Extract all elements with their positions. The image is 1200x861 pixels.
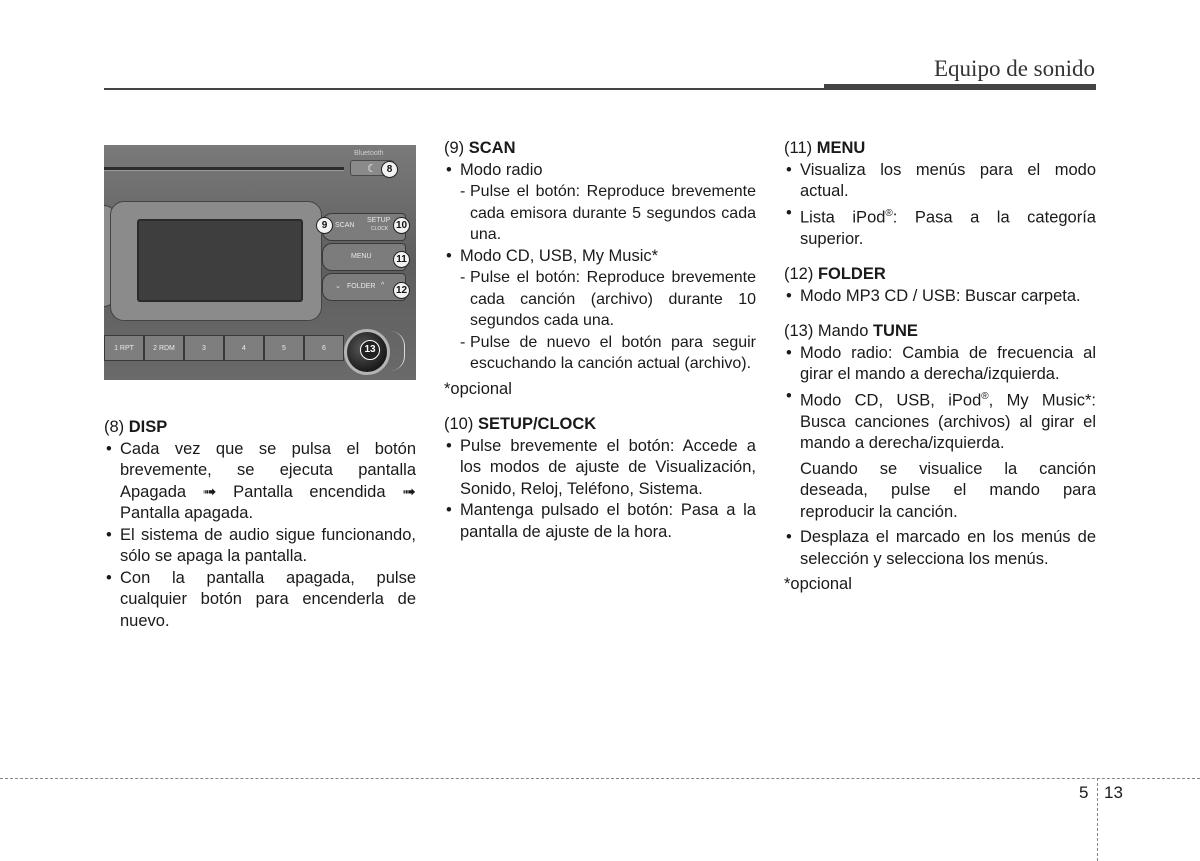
chevron-down-icon: ⌄ — [335, 283, 341, 290]
sub-list — [444, 181, 756, 246]
radio-panel-figure — [104, 145, 416, 380]
column-menu-folder-tune — [784, 138, 1096, 596]
menu-list — [784, 160, 1096, 251]
chevron-up-icon: ^ — [381, 282, 385, 289]
sub-list — [444, 267, 756, 375]
heading-number: (9) — [444, 139, 469, 157]
sub-item: - Pulse el botón: Reproduce brevemente cada emisora durante 5 segundos cada una. — [460, 181, 756, 246]
list-item: • Modo MP3 CD / USB: Buscar carpeta. — [784, 286, 1096, 308]
callout-12: 12 — [393, 282, 410, 299]
clock-label: CLOCK — [371, 226, 389, 232]
heading-number: (8) — [104, 418, 129, 436]
registered-mark: ® — [981, 390, 989, 402]
text-part: , My Music*: Busca canciones (archivos) al girar el mando a derecha/izquierda. — [800, 391, 1096, 452]
optional-note: *opcional — [444, 379, 512, 398]
list-item: • Modo radio: Cambia de frecuencia al girar el mando a derecha/izquierda. — [784, 343, 1096, 386]
knob-rotation-arc — [390, 331, 405, 371]
text-part: Modo CD, USB, iPod — [800, 391, 982, 409]
heading-label: TUNE — [872, 322, 918, 340]
preset-4-button: 4 — [224, 335, 264, 361]
list-item: • Desplaza el marcado en los menús de selección y selecciona los menús. — [784, 527, 1096, 570]
page-header-title: Equipo de sonido — [934, 56, 1095, 81]
folder-list — [784, 286, 1096, 308]
callout-13: 13 — [360, 340, 380, 360]
callout-9: 9 — [316, 217, 333, 234]
callout-11: 11 — [393, 251, 410, 268]
scan-list-cd — [444, 246, 756, 268]
menu-label: MENU — [351, 253, 372, 260]
list-item: • Visualiza los menús para el modo actual. — [784, 160, 1096, 203]
heading-label: SETUP/CLOCK — [477, 415, 597, 433]
column-scan-setup — [444, 138, 756, 543]
heading-label: DISP — [128, 418, 168, 436]
lcd-display — [137, 219, 303, 302]
list-item: • Mantenga pulsado el botón: Pasa a la pantalla de ajuste de la hora. — [444, 500, 756, 543]
preset-3-button: 3 — [184, 335, 224, 361]
heading-number: (12) — [784, 265, 818, 283]
cd-slot — [104, 167, 344, 171]
list-item — [784, 203, 1096, 251]
heading-number: (11) — [784, 139, 817, 157]
column-disp — [104, 417, 416, 632]
text-part: Lista iPod — [800, 208, 886, 226]
tune-list — [784, 343, 1096, 455]
list-item: • Modo radio — [444, 160, 756, 182]
optional-note: *opcional — [784, 575, 852, 593]
setup-list — [444, 436, 756, 544]
folder-heading — [784, 264, 1096, 286]
scan-list — [444, 160, 756, 182]
scan-label: SCAN — [335, 222, 355, 229]
heading-label: MENU — [816, 139, 866, 157]
tune-heading — [784, 321, 1096, 343]
tune-continuation: Cuando se visualice la canción deseada, pulse el mando para reproducir la canción. — [800, 459, 1096, 521]
moon-icon: ☾ — [367, 163, 377, 175]
footer-divider — [1097, 778, 1098, 861]
heading-number: (13) Mando — [784, 322, 873, 340]
header-rule-accent — [824, 84, 1096, 90]
menu-heading — [784, 138, 1096, 160]
heading-label: SCAN — [468, 139, 516, 157]
callout-8: 8 — [381, 161, 398, 178]
callout-10: 10 — [393, 217, 410, 234]
list-item: • Cada vez que se pulsa el botón brevemente, se ejecuta pantalla Apagada ➟ Pantalla encendida ➟ Pantalla apagada. — [104, 439, 416, 525]
list-item: • Modo CD, USB, My Music* — [444, 246, 756, 268]
folder-label: FOLDER — [347, 283, 376, 290]
list-item: • El sistema de audio sigue funcionando, sólo se apaga la pantalla. — [104, 525, 416, 568]
text-part: : Pasa a la categoría superior. — [800, 208, 1096, 248]
chapter-number: 5 — [1079, 783, 1089, 802]
preset-5-button: 5 — [264, 335, 304, 361]
preset-6-button: 6 — [304, 335, 344, 361]
bluetooth-label: Bluetooth — [354, 150, 384, 157]
scan-heading — [444, 138, 756, 160]
list-item: • Con la pantalla apagada, pulse cualquier botón para encenderla de nuevo. — [104, 568, 416, 633]
registered-mark: ® — [885, 207, 893, 219]
setup-label: SETUP — [367, 217, 391, 224]
tune-list-2 — [784, 527, 1096, 570]
sub-item: - Pulse el botón: Reproduce brevemente cada canción (archivo) durante 10 segundos cada una. — [460, 267, 756, 332]
list-item: • Pulse brevemente el botón: Accede a los modos de ajuste de Visualización, Sonido, Reloj, Teléfono, Sistema. — [444, 436, 756, 501]
preset-1-button: 1 RPT — [104, 335, 144, 361]
setup-heading — [444, 414, 756, 436]
sub-item: - Pulse de nuevo el botón para seguir escuchando la canción actual (archivo). — [460, 332, 756, 375]
preset-2-button: 2 RDM — [144, 335, 184, 361]
heading-label: FOLDER — [817, 265, 886, 283]
disp-list — [104, 439, 416, 633]
heading-number: (10) — [444, 415, 478, 433]
disp-heading — [104, 417, 416, 439]
list-item — [784, 386, 1096, 455]
preset-buttons — [104, 335, 344, 361]
page-number: 13 — [1104, 783, 1123, 802]
footer-rule — [0, 778, 1200, 779]
